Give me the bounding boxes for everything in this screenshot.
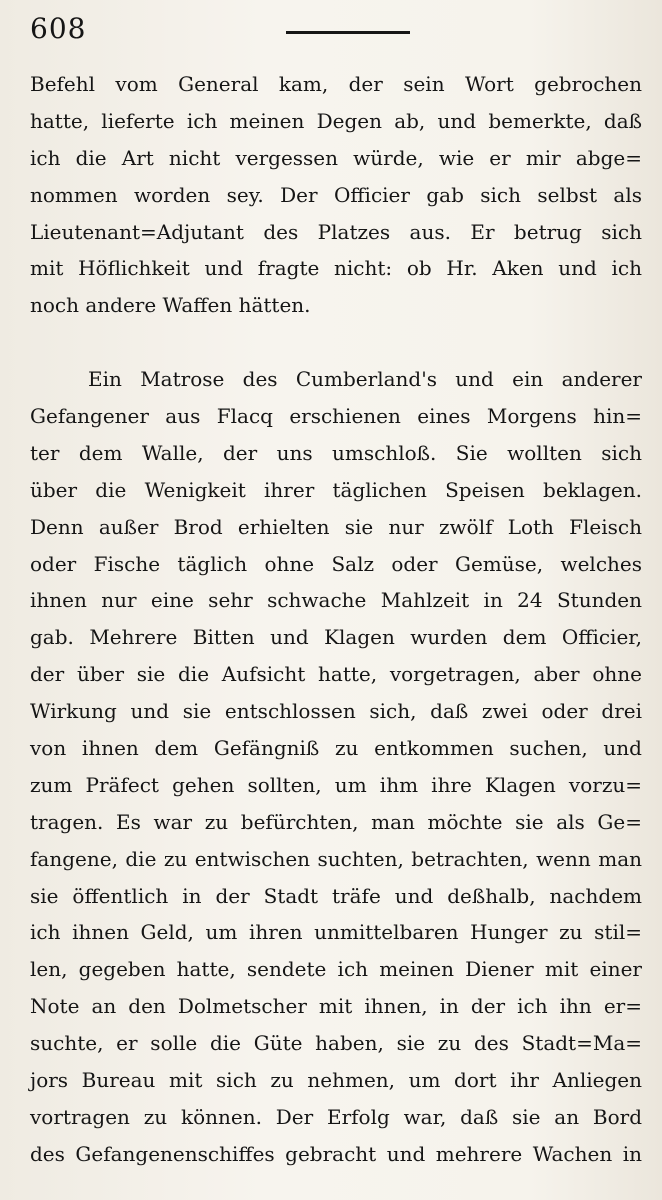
header-rule xyxy=(286,31,410,34)
text-line: vortragen zu können. Der Erfolg war, daß sie an Bord xyxy=(30,1104,642,1129)
text-line: tragen. Es war zu befürchten, man möchte sie als Ge= xyxy=(30,809,642,834)
text-line: Note an den Dolmetscher mit ihnen, in der ich ihn er= xyxy=(30,994,642,1019)
text-line: über die Wenigkeit ihrer täglichen Speisen beklagen. xyxy=(30,477,642,502)
paragraph-1 xyxy=(30,66,642,324)
body-text xyxy=(30,66,642,1173)
text-line: der über sie die Aufsicht hatte, vorgetragen, aber ohne xyxy=(30,662,642,687)
text-line: des Gefangenenschiffes gebracht und mehrere Wachen in xyxy=(30,1141,642,1166)
text-line: noch andere Waffen hätten. xyxy=(30,293,311,318)
text-line: fangene, die zu entwischen suchten, betrachten, wenn man xyxy=(30,846,642,871)
text-line: Ein Matrose des Cumberland's und ein anderer xyxy=(88,367,642,392)
text-line: ter dem Walle, der uns umschloß. Sie wollten sich xyxy=(30,440,642,465)
text-line: oder Fische täglich ohne Salz oder Gemüse, welches xyxy=(30,551,642,576)
text-line: len, gegeben hatte, sendete ich meinen Diener mit einer xyxy=(30,957,642,982)
text-line: Gefangener aus Flacq erschienen eines Morgens hin= xyxy=(30,404,642,429)
text-line: jors Bureau mit sich zu nehmen, um dort ihr Anliegen xyxy=(30,1068,642,1093)
text-line: Wirkung und sie entschlossen sich, daß zwei oder drei xyxy=(30,699,642,724)
text-line: sie öffentlich in der Stadt träfe und deßhalb, nachdem xyxy=(30,883,642,908)
text-line: ihnen nur eine sehr schwache Mahlzeit in 24 Stunden xyxy=(30,588,642,613)
text-line: ich ihnen Geld, um ihren unmittelbaren Hunger zu stil= xyxy=(30,920,642,945)
text-line: suchte, er solle die Güte haben, sie zu des Stadt=Ma= xyxy=(30,1031,642,1056)
text-line: hatte, lieferte ich meinen Degen ab, und bemerkte, daß xyxy=(30,108,642,133)
text-line: nommen worden sey. Der Officier gab sich selbst als xyxy=(30,182,642,207)
text-line: von ihnen dem Gefängniß zu entkommen suchen, und xyxy=(30,736,642,761)
text-line: Denn außer Brod erhielten sie nur zwölf Loth Fleisch xyxy=(30,514,642,539)
text-line: gab. Mehrere Bitten und Klagen wurden dem Officier, xyxy=(30,625,642,650)
paragraph-2 xyxy=(30,361,642,1173)
text-line: mit Höflichkeit und fragte nicht: ob Hr. Aken und ich xyxy=(30,256,642,281)
text-line: ich die Art nicht vergessen würde, wie er mir abge= xyxy=(30,145,642,170)
text-line: Lieutenant=Adjutant des Platzes aus. Er betrug sich xyxy=(30,219,642,244)
text-line: zum Präfect gehen sollten, um ihm ihre Klagen vorzu= xyxy=(30,772,642,797)
text-line: Befehl vom General kam, der sein Wort gebrochen xyxy=(30,72,642,96)
page-number: 608 xyxy=(30,12,87,45)
paragraph-gap xyxy=(30,324,642,361)
